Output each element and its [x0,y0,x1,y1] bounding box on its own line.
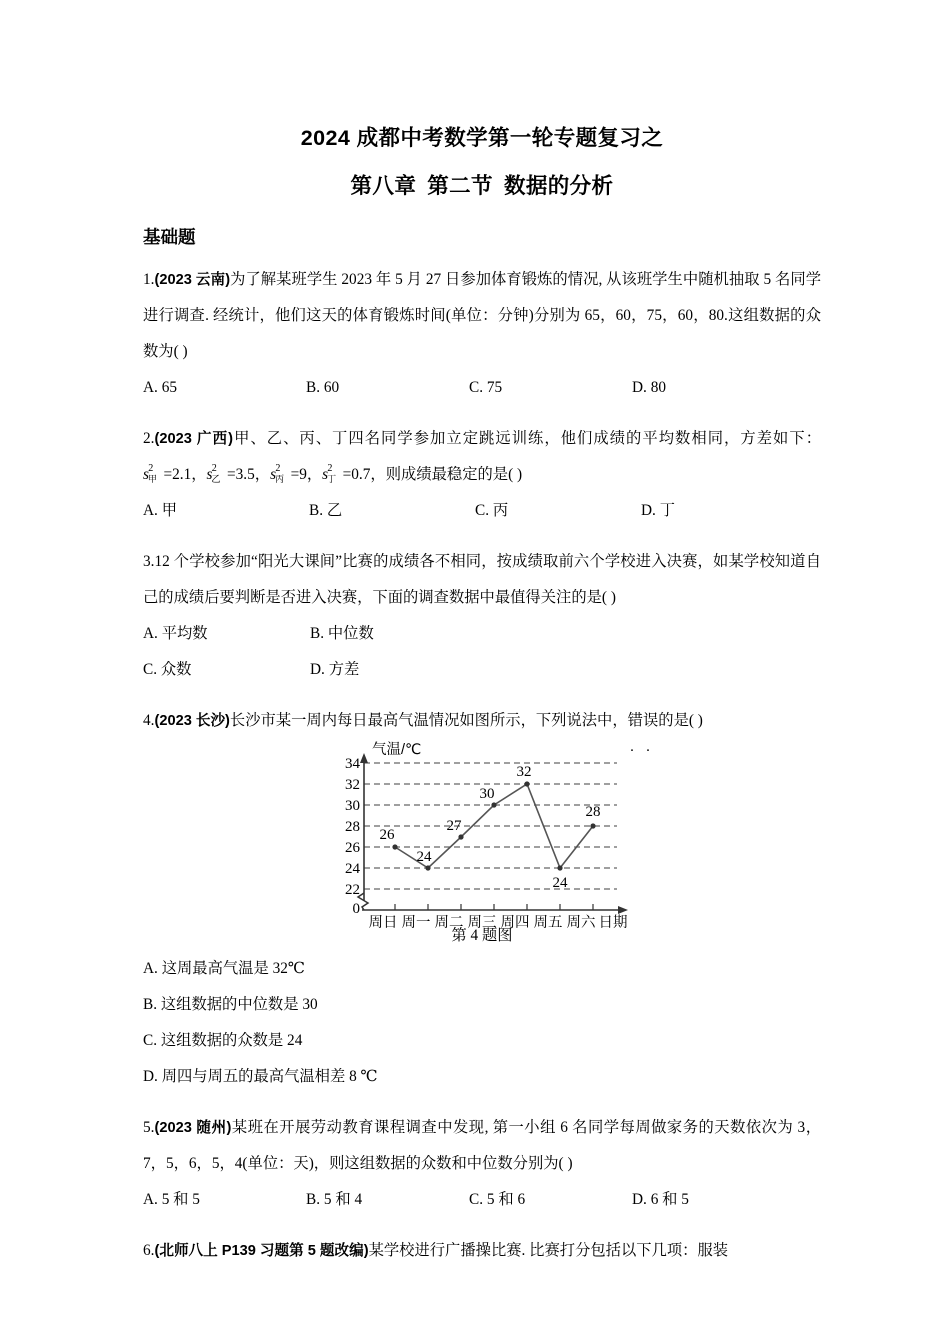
option-c[interactable]: C. 众数 [143,661,192,679]
option-c[interactable]: C. 5 和 6 [469,1191,526,1209]
question-6-body: 某学校进行广播操比赛. 比赛打分包括以下几项：服装 [368,1242,729,1260]
xtick-thursday: 周四 [500,915,530,932]
question-4 [143,703,821,1095]
point-label-saturday: 28 [585,804,601,821]
question-1-text [143,262,821,370]
option-a[interactable]: A. 平均数 [143,625,208,643]
question-4-body-b: 的是( ) [658,712,703,730]
section-label: 第二节 [427,173,493,198]
option-c[interactable]: C. 这组数据的众数是 24 [143,1032,303,1050]
xtick-saturday: 周六 [566,915,596,932]
x-axis-arrow [618,906,628,914]
option-d[interactable]: D. 丁 [641,502,675,520]
option-c[interactable]: C. 丙 [475,502,509,520]
question-4-options [143,951,821,1095]
question-2-body-before: 甲、乙、丙、丁四名同学参加立定跳远训练，他们成绩的平均数相同，方差如下： [233,430,821,448]
point-label-thursday: 32 [516,764,532,781]
question-2-body-after: 则成绩最稳定的是( ) [385,466,523,484]
question-5 [143,1110,821,1218]
chart-gridlines [364,763,617,892]
question-3-number: 3. [143,553,155,571]
question-1-body: 为了解某班学生 2023 年 5 月 27 日参加体育锻炼的情况, 从该班学生中随机抽取 5 名同学进行调查. 经统计，他们这天的体育锻炼时间(单位：分钟)分别为 65，60，75，60，80.这组数据的众数为( ) [143,271,821,361]
question-4-figure [143,741,821,951]
ytick-22: 22 [345,882,360,899]
data-point-friday [557,866,562,871]
question-5-text [143,1110,821,1182]
question-2-text [143,421,821,493]
question-2-options [143,493,821,529]
option-a[interactable]: A. 甲 [143,502,177,520]
variance-sep-1: ， [191,466,207,484]
section-heading: 基础题 [143,227,196,247]
question-5-number: 5. [143,1119,155,1137]
variance-list [143,463,386,484]
question-5-body: 某班在开展劳动教育课程调查中发现, 第一小组 6 名同学每周做家务的天数依次为 3，7，5，6，5，4(单位：天)，则这组数据的众数和中位数分别为( ) [143,1119,821,1173]
ytick-30: 30 [345,798,360,815]
question-2 [143,421,821,529]
xtick-wednesday: 周三 [467,915,497,932]
data-point-monday [425,866,430,871]
variance-sep-4: ， [370,466,386,484]
option-d[interactable]: D. 周四与周五的最高气温相差 8 ℃ [143,1068,378,1086]
point-label-sunday: 26 [379,827,395,844]
point-label-friday: 24 [552,875,568,892]
question-3-options-row-1 [143,616,821,652]
data-point-tuesday [458,835,463,840]
page-content [143,0,821,1269]
question-1-number: 1. [143,271,155,289]
xtick-sunday: 周日 [368,915,398,932]
option-d[interactable]: D. 80 [632,379,666,397]
question-2-source: (2023 广西) [154,431,234,448]
xtick-monday: 周一 [401,915,431,932]
question-4-body-a: 长沙市某一周内每日最高气温情况如图所示，下列说法中， [229,712,628,730]
question-1 [143,262,821,406]
ytick-26: 26 [345,840,360,857]
chart-x-axis-label: 日期 [598,915,628,932]
figure-caption: 第 4 题图 [451,927,513,945]
question-4-text [143,703,821,739]
option-d[interactable]: D. 6 和 5 [632,1191,689,1209]
temperature-line-chart [332,741,632,932]
option-a[interactable]: A. 5 和 5 [143,1191,200,1209]
variance-jia: s 2 甲 [143,463,157,484]
point-label-tuesday: 27 [446,818,462,835]
variance-yi-value: =3.5 [227,466,255,484]
option-d[interactable]: D. 方差 [310,661,360,679]
question-1-options [143,370,821,406]
variance-sep-2: ， [254,466,271,484]
question-3-text [143,544,821,616]
option-b[interactable]: B. 这组数据的中位数是 30 [143,996,318,1014]
question-6-text [143,1233,821,1269]
ytick-28: 28 [345,819,360,836]
question-4-source: (2023 长沙) [154,713,230,730]
chart-y-tick-labels [345,756,361,917]
point-label-monday: 24 [416,849,432,866]
variance-sep-3: ， [306,466,323,484]
question-2-number: 2. [143,430,155,448]
document-title-line-1: 2024 成都中考数学第一轮专题复习之 [300,126,664,150]
ytick-32: 32 [345,777,360,794]
chapter-label: 第八章 [350,173,417,198]
data-point-thursday [524,782,529,787]
option-b[interactable]: B. 乙 [309,502,343,520]
variance-yi: s 2 乙 [206,463,221,484]
question-6-source: (北师八上 P139 习题第 5 题改编) [154,1243,369,1260]
ytick-24: 24 [345,861,360,878]
option-a[interactable]: A. 65 [143,379,177,397]
xtick-tuesday: 周二 [434,915,464,932]
question-3-options-row-2 [143,652,821,688]
question-4-emphasis: 错误 ·· [628,703,659,739]
option-b[interactable]: B. 中位数 [310,625,374,643]
option-b[interactable]: B. 5 和 4 [306,1191,363,1209]
data-point-saturday [590,824,595,829]
variance-jia-value: =2.1 [163,466,192,484]
option-a[interactable]: A. 这周最高气温是 32℃ [143,960,306,978]
question-3-body: 12 个学校参加“阳光大课间”比赛的成绩各不相同，按成绩取前六个学校进入决赛，如某学校知道自己的成绩后要判断是否进入决赛，下面的调查数据中最值得关注的是( ) [143,553,821,607]
question-3-options [143,616,821,688]
question-5-options [143,1182,821,1218]
xtick-friday: 周五 [533,915,563,932]
data-point-wednesday [491,803,496,808]
variance-bing-value: =9 [290,466,307,484]
document-title-line-2 [143,173,821,198]
chart-x-axis [362,904,628,914]
question-3 [143,544,821,688]
question-5-source: (2023 随州) [154,1120,232,1137]
question-4-number: 4. [143,712,155,730]
variance-ding: s 2 丁 [322,463,337,484]
topic-label: 数据的分析 [503,173,614,198]
option-c[interactable]: C. 75 [469,379,503,397]
option-b[interactable]: B. 60 [306,379,340,397]
y-axis-arrow [360,753,368,763]
point-label-wednesday: 30 [479,786,495,803]
question-6-number: 6. [143,1242,155,1260]
data-point-sunday [392,845,397,850]
ytick-origin: 0 [352,901,360,918]
variance-bing: s 2 丙 [270,463,285,484]
ytick-34: 34 [345,756,360,773]
question-1-source: (2023 云南) [154,272,231,289]
question-6 [143,1233,821,1269]
variance-ding-value: =0.7 [342,466,371,484]
chart-y-axis-label: 气温/℃ [372,742,422,759]
chart-point-labels [380,764,601,891]
